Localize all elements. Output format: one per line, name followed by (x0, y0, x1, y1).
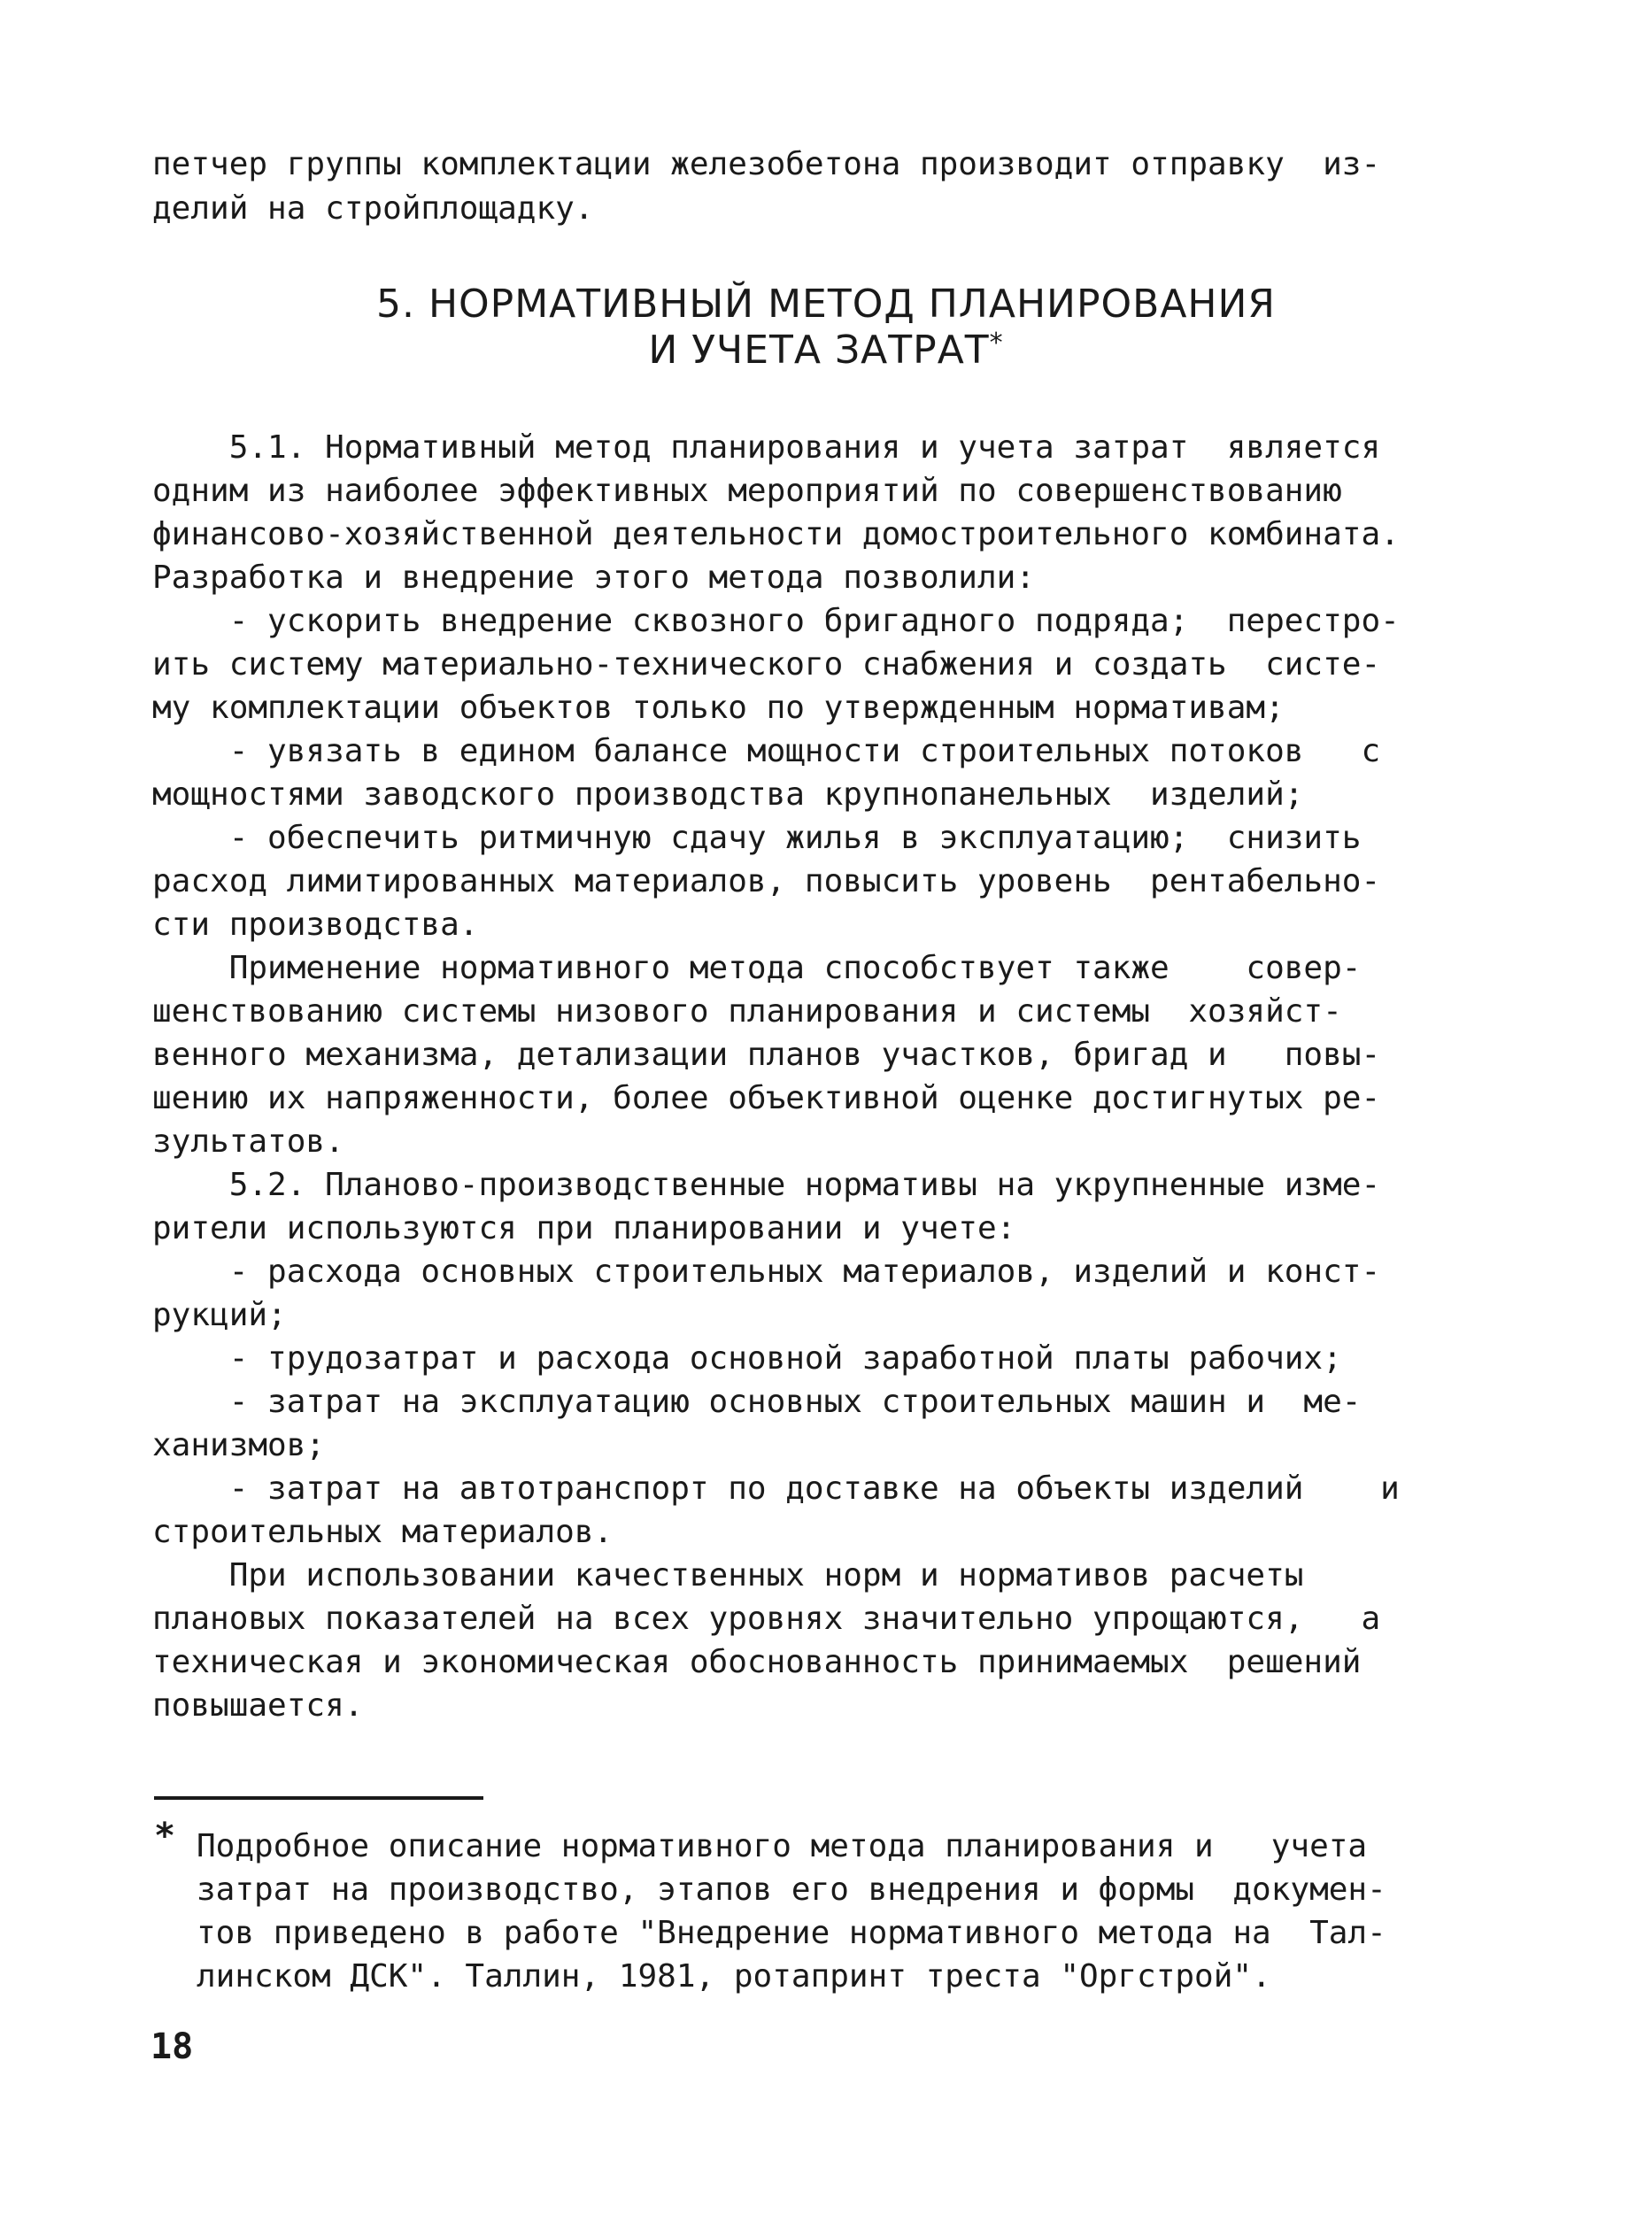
body-line: - обеспечить ритмичную сдачу жилья в эксплуатацию; снизить (152, 820, 1362, 856)
body-line: строительных материалов. (152, 1514, 614, 1550)
body-line: - расхода основных строительных материалов, изделий и конст- (152, 1254, 1381, 1290)
body-line: сти производства. (152, 907, 479, 943)
body-line: ханизмов; (152, 1427, 326, 1463)
footnote-marker: * (989, 328, 1004, 359)
body-line: венного механизма, детализации планов участков, бригад и повы- (152, 1037, 1381, 1073)
section-heading-text: И УЧЕТА ЗАТРАТ (648, 328, 990, 373)
body-line: ить систему материально-технического снабжения и создать систе- (152, 646, 1381, 683)
body-line: плановых показателей на всех уровнях значительно упрощаются, а (152, 1601, 1381, 1637)
body-line: 5.2. Планово-производственные нормативы на укрупненные изме- (152, 1167, 1381, 1203)
section-heading-line1: 5. НОРМАТИВНЫЙ МЕТОД ПЛАНИРОВАНИЯ (376, 282, 1276, 327)
footnote-line: тов приведено в работе "Внедрение нормативного метода на Тал- (197, 1915, 1386, 1951)
footnote-separator (154, 1796, 483, 1800)
intro-line: петчер группы комплектации железобетона производит отправку из- (152, 146, 1381, 182)
body-line: мощностями заводского производства крупнопанельных изделий; (152, 776, 1304, 813)
body-line: 5.1. Нормативный метод планирования и учета затрат является (152, 429, 1381, 466)
body-line: рители используются при планировании и учете: (152, 1210, 1016, 1246)
body-line: финансово-хозяйственной деятельности домостроительного комбината. (152, 516, 1400, 552)
body-line: му комплектации объектов только по утвержденным нормативам; (152, 690, 1285, 726)
intro-line: делий на стройплощадку. (152, 190, 594, 227)
footnote-line: линском ДСК". Таллин, 1981, ротапринт треста "Оргстрой". (197, 1958, 1271, 1995)
body-line: шенствованию системы низового планирования и системы хозяйст- (152, 993, 1342, 1030)
footnote-star: * (154, 1816, 176, 1856)
section-heading-line2 (0, 328, 1652, 374)
body-line: - затрат на эксплуатацию основных строительных машин и ме- (152, 1384, 1362, 1420)
body-line: повышается. (152, 1687, 364, 1724)
body-line: расход лимитированных материалов, повысить уровень рентабельно- (152, 863, 1381, 899)
body-line: шению их напряженности, более объективной оценке достигнутых ре- (152, 1080, 1381, 1116)
body-line: - увязать в едином балансе мощности строительных потоков с (152, 733, 1381, 769)
footnote-line: затрат на производство, этапов его внедрения и формы докумен- (197, 1871, 1386, 1908)
body-line: - ускорить внедрение сквозного бригадного подряда; перестро- (152, 603, 1400, 639)
body-line: - трудозатрат и расхода основной заработной платы рабочих; (152, 1340, 1342, 1377)
page-number: 18 (151, 2026, 194, 2067)
body-line: рукций; (152, 1297, 287, 1333)
body-line: одним из наиболее эффективных мероприятий по совершенствованию (152, 473, 1342, 509)
body-line: Разработка и внедрение этого метода позволили: (152, 560, 1035, 596)
body-line: зультатов. (152, 1123, 344, 1160)
body-line: техническая и экономическая обоснованность принимаемых решений (152, 1644, 1362, 1680)
body-line: - затрат на автотранспорт по доставке на объекты изделий и (152, 1470, 1400, 1507)
body-line: Применение нормативного метода способствует также совер- (152, 950, 1362, 986)
footnote-line: Подробное описание нормативного метода планирования и учета (197, 1828, 1368, 1864)
body-line: При использовании качественных норм и нормативов расчеты (152, 1557, 1304, 1594)
